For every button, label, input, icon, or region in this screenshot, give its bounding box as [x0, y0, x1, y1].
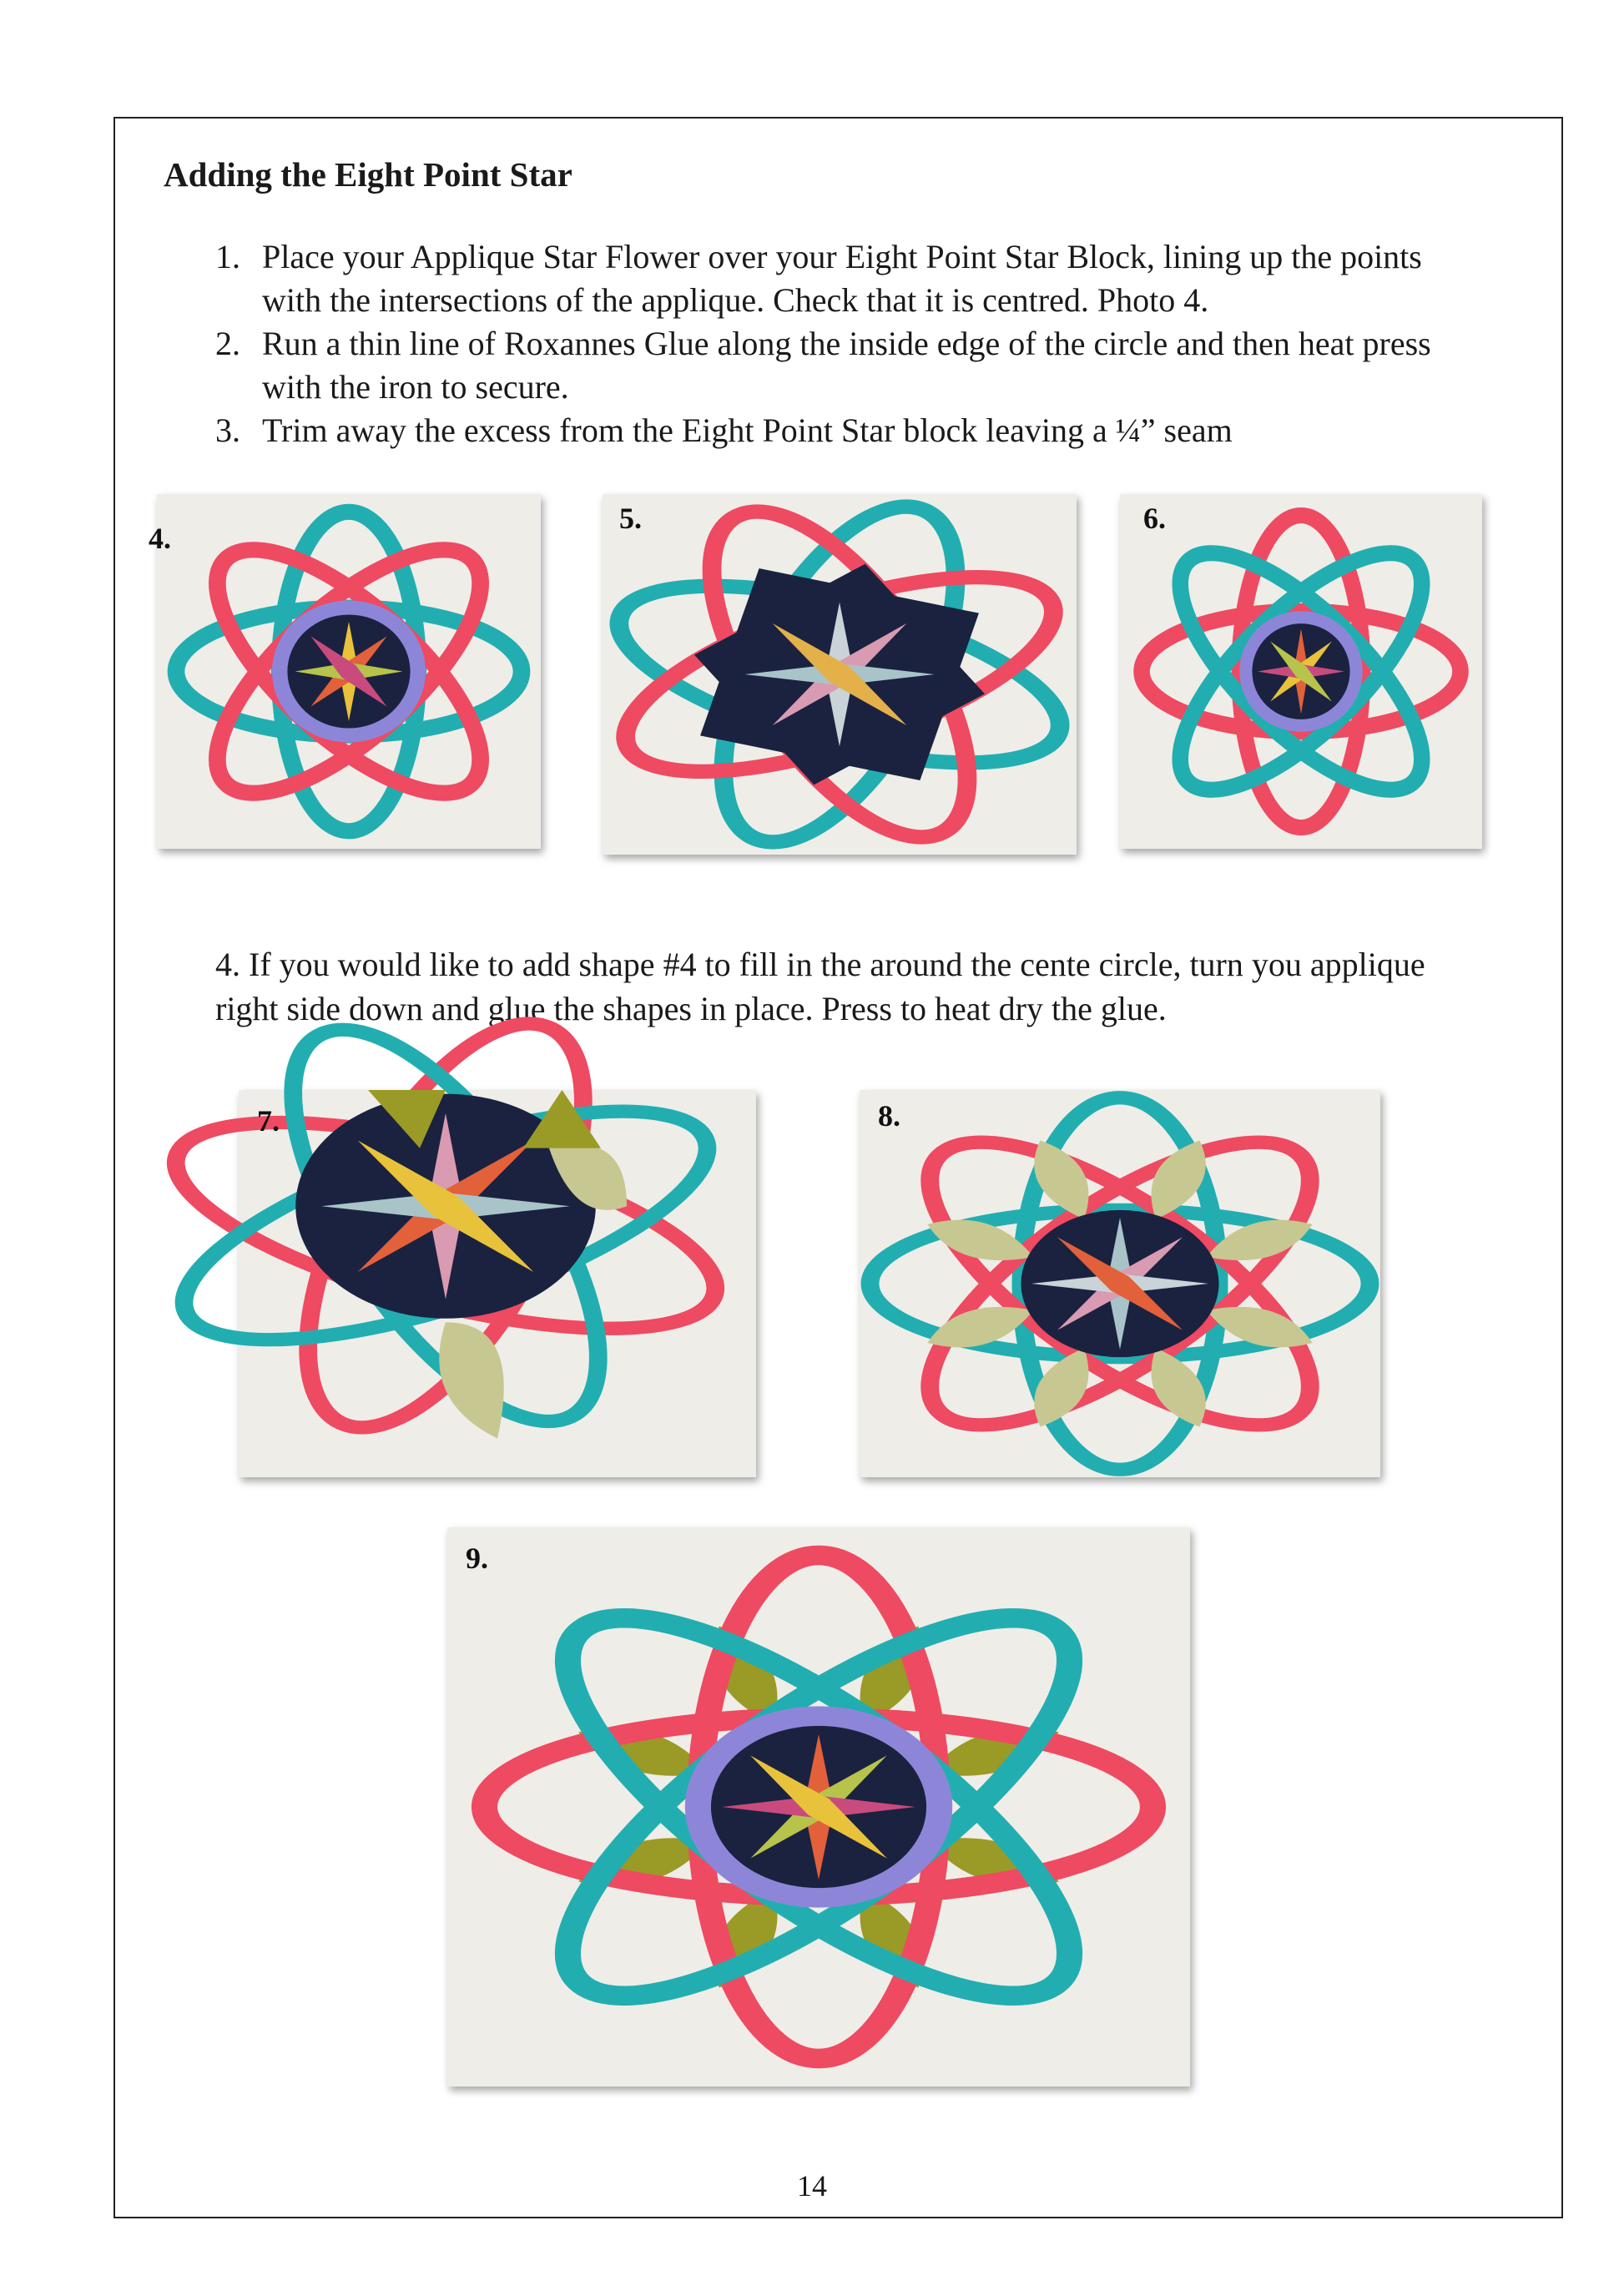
photo-label: 5.	[619, 502, 642, 535]
section-heading: Adding the Eight Point Star	[164, 155, 572, 194]
step-text: Trim away the excess from the Eight Point Star block leaving a ¼” seam	[262, 411, 1233, 449]
step-number: 1.	[215, 238, 240, 275]
instruction-list	[215, 235, 1450, 452]
step-number: 3.	[215, 411, 240, 449]
instruction-step	[215, 235, 1450, 322]
photo-label: 8.	[878, 1099, 900, 1133]
quilt-photo-image	[1120, 494, 1482, 849]
photo-7	[239, 1090, 756, 1477]
photo-4	[149, 494, 541, 849]
quilt-photo-image	[447, 1527, 1190, 2087]
step-text: Place your Applique Star Flower over your Eight Point Star Block, lining up the points with the intersections of the applique. Check that it is centred. Photo 4.	[262, 238, 1422, 319]
step-number: 2.	[215, 325, 240, 362]
instruction-step	[215, 322, 1450, 409]
photo-label: 4.	[149, 522, 171, 555]
photo-label: 9.	[466, 1542, 488, 1575]
step-4-paragraph: 4. If you would like to add shape #4 to fill in the around the cente circle, turn you applique right side down and glue the shapes in place. Press to heat dry the glue.	[215, 946, 1425, 1027]
quilt-photo-image	[603, 494, 1077, 855]
quilt-photo-image	[860, 1090, 1380, 1477]
photo-6	[1120, 494, 1482, 849]
step-text: Run a thin line of Roxannes Glue along the inside edge of the circle and then heat press with the iron to secure.	[262, 325, 1431, 406]
photo-8	[860, 1090, 1380, 1477]
page-number: 14	[797, 2169, 827, 2203]
quilt-photo-image	[239, 1090, 756, 1477]
photo-label: 7.	[257, 1104, 280, 1138]
photo-5	[603, 494, 1077, 855]
photo-label: 6.	[1143, 502, 1166, 535]
photo-9	[447, 1527, 1190, 2087]
quilt-photo-image	[157, 494, 541, 849]
instruction-step	[215, 409, 1450, 452]
